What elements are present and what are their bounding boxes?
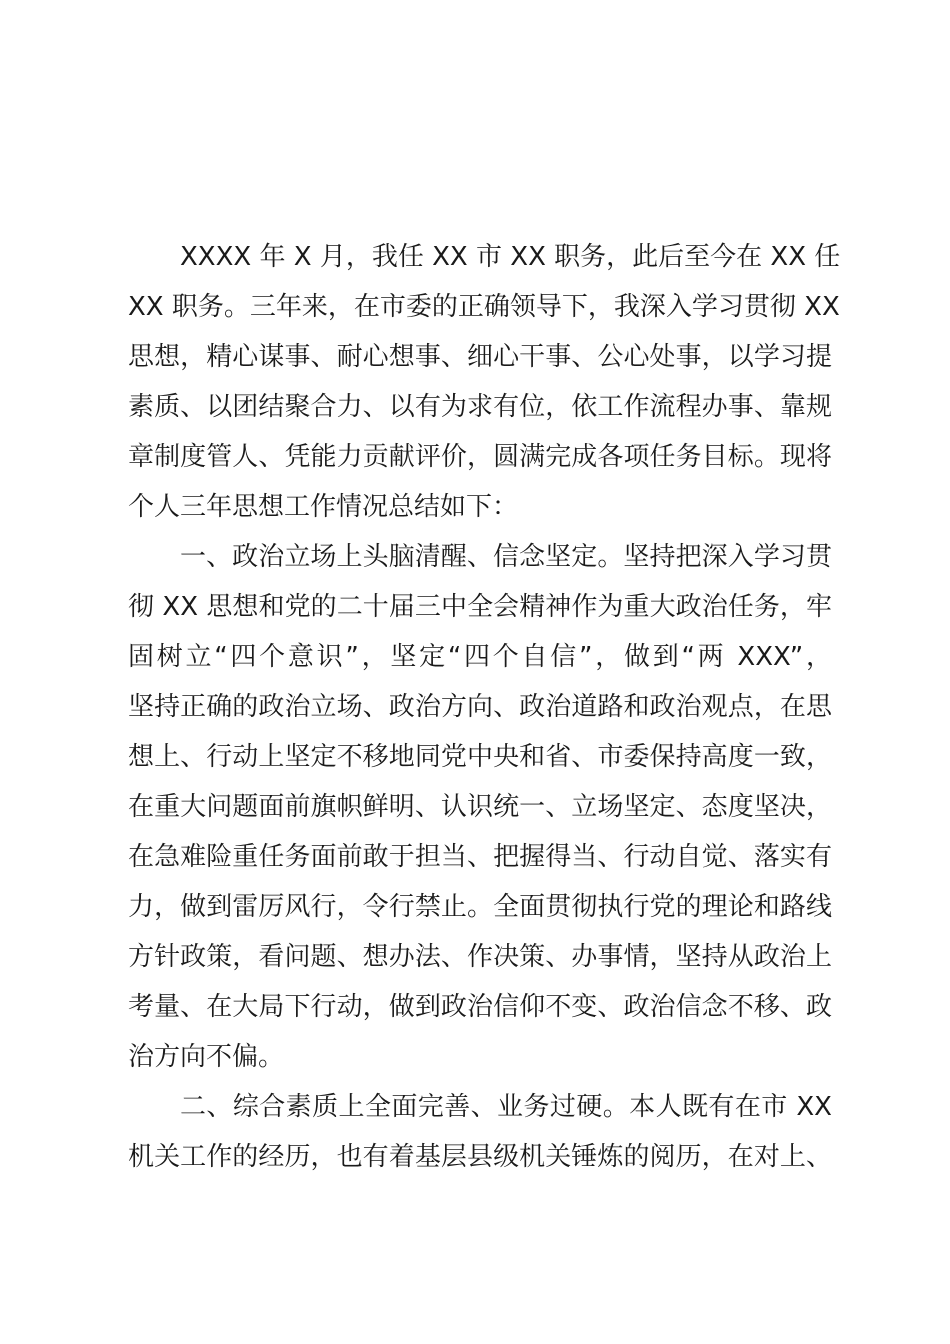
text-line: XXXX 年 X 月，我任 XX 市 XX 职务，此后至今在 XX 任 (180, 242, 841, 272)
text-line: XX 职务。三年来，在市委的正确领导下，我深入学习贯彻 XX (128, 292, 840, 322)
text-line: 个人三年思想工作情况总结如下： (128, 492, 519, 522)
text-line: 在急难险重任务面前敢于担当、把握得当、行动自觉、落实有 (128, 842, 832, 872)
text-line: 治方向不偏。 (128, 1042, 285, 1072)
paragraph-section-two (128, 1082, 832, 1182)
text-line: 章制度管人、凭能力贡献评价，圆满完成各项任务目标。现将 (128, 442, 832, 472)
text-line: 坚持正确的政治立场、政治方向、政治道路和政治观点，在思 (128, 692, 832, 722)
paragraph-section-one (128, 532, 832, 1082)
section-heading-line: 一、政治立场上头脑清醒、信念坚定。坚持把深入学习贯 (180, 542, 832, 572)
section-heading-line: 二、综合素质上全面完善、业务过硬。本人既有在市 XX (180, 1092, 832, 1122)
paragraph-intro (128, 232, 841, 532)
text-line: 考量、在大局下行动，做到政治信仰不变、政治信念不移、政 (128, 992, 832, 1022)
text-line: 素质、以团结聚合力、以有为求有位，依工作流程办事、靠规 (128, 392, 832, 422)
document-body (128, 232, 841, 1182)
text-line: 固树立“四个意识”，坚定“四个自信”，做到“两 XXX”， (128, 642, 832, 672)
text-line: 思想，精心谋事、耐心想事、细心干事、公心处事，以学习提 (128, 342, 832, 372)
text-line: 方针政策，看问题、想办法、作决策、办事情，坚持从政治上 (128, 942, 832, 972)
text-line: 彻 XX 思想和党的二十届三中全会精神作为重大政治任务，牢 (128, 592, 832, 622)
text-line: 力，做到雷厉风行，令行禁止。全面贯彻执行党的理论和路线 (128, 892, 832, 922)
text-line: 机关工作的经历，也有着基层县级机关锤炼的阅历，在对上、 (128, 1142, 832, 1172)
text-line: 想上、行动上坚定不移地同党中央和省、市委保持高度一致， (128, 742, 832, 772)
text-line: 在重大问题面前旗帜鲜明、认识统一、立场坚定、态度坚决， (128, 792, 832, 822)
